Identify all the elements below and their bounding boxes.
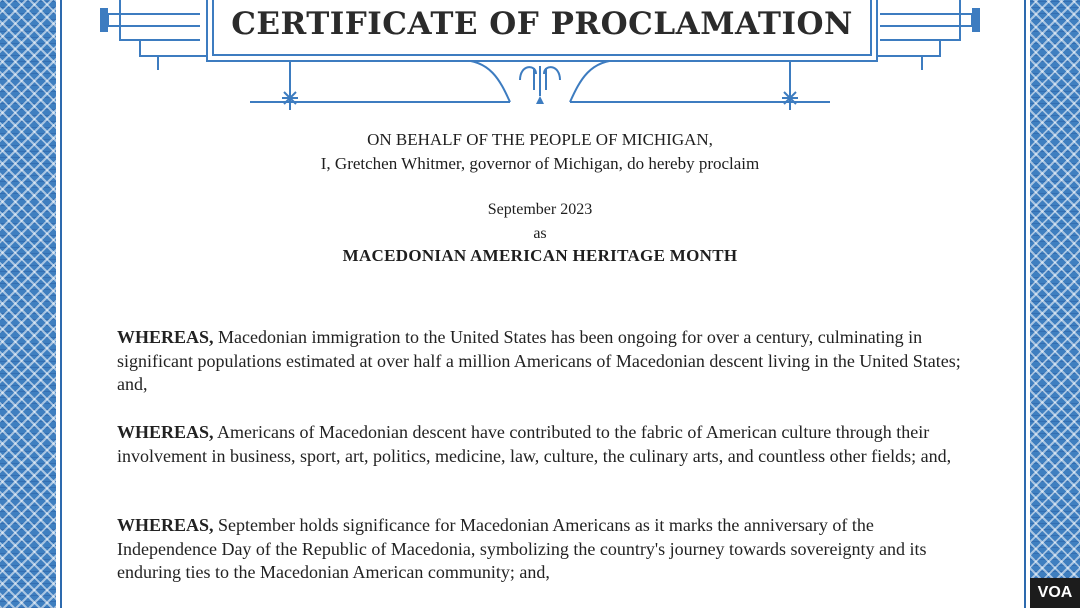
whereas-keyword: WHEREAS, bbox=[117, 422, 214, 442]
whereas-text: Americans of Macedonian descent have contributed to the fabric of American culture through their involvement in business, sport, art, politics, medicine, law, culture, the culinary arts, and countless other fields; and, bbox=[117, 422, 952, 466]
proclamation-as: as bbox=[533, 225, 547, 242]
proclamation-date: September 2023 bbox=[487, 201, 593, 218]
whereas-text: September holds significance for Macedonian Americans as it marks the anniversary of the Independence Day of the Republic of Macedonia, symbolizing the country's journey towards sovereignty and its enduring ties to the Macedonian American community; and, bbox=[117, 515, 927, 582]
decorative-border-left bbox=[0, 0, 56, 608]
whereas-keyword: WHEREAS, bbox=[117, 327, 214, 347]
proclamation-heading: MACEDONIAN AMERICAN HERITAGE MONTH bbox=[342, 246, 738, 265]
certificate-header bbox=[100, 0, 980, 115]
voa-watermark: VOA bbox=[1030, 578, 1080, 608]
title-banner bbox=[212, 0, 872, 56]
whereas-paragraph-2 bbox=[117, 421, 977, 468]
decorative-border-right bbox=[1030, 0, 1080, 608]
whereas-paragraph-1 bbox=[117, 326, 977, 397]
certificate-title: CERTIFICATE OF PROCLAMATION bbox=[231, 6, 853, 42]
intro-line-1: ON BEHALF OF THE PEOPLE OF MICHIGAN, bbox=[367, 130, 713, 149]
whereas-keyword: WHEREAS, bbox=[117, 515, 214, 535]
intro-line-2: I, Gretchen Whitmer, governor of Michigan, do hereby proclaim bbox=[320, 154, 760, 173]
whereas-text: Macedonian immigration to the United States has been ongoing for over a century, culminating in significant populations estimated at over half a million Americans of Macedonian descent living in the United States; and, bbox=[117, 327, 961, 394]
whereas-paragraph-3 bbox=[117, 514, 977, 585]
